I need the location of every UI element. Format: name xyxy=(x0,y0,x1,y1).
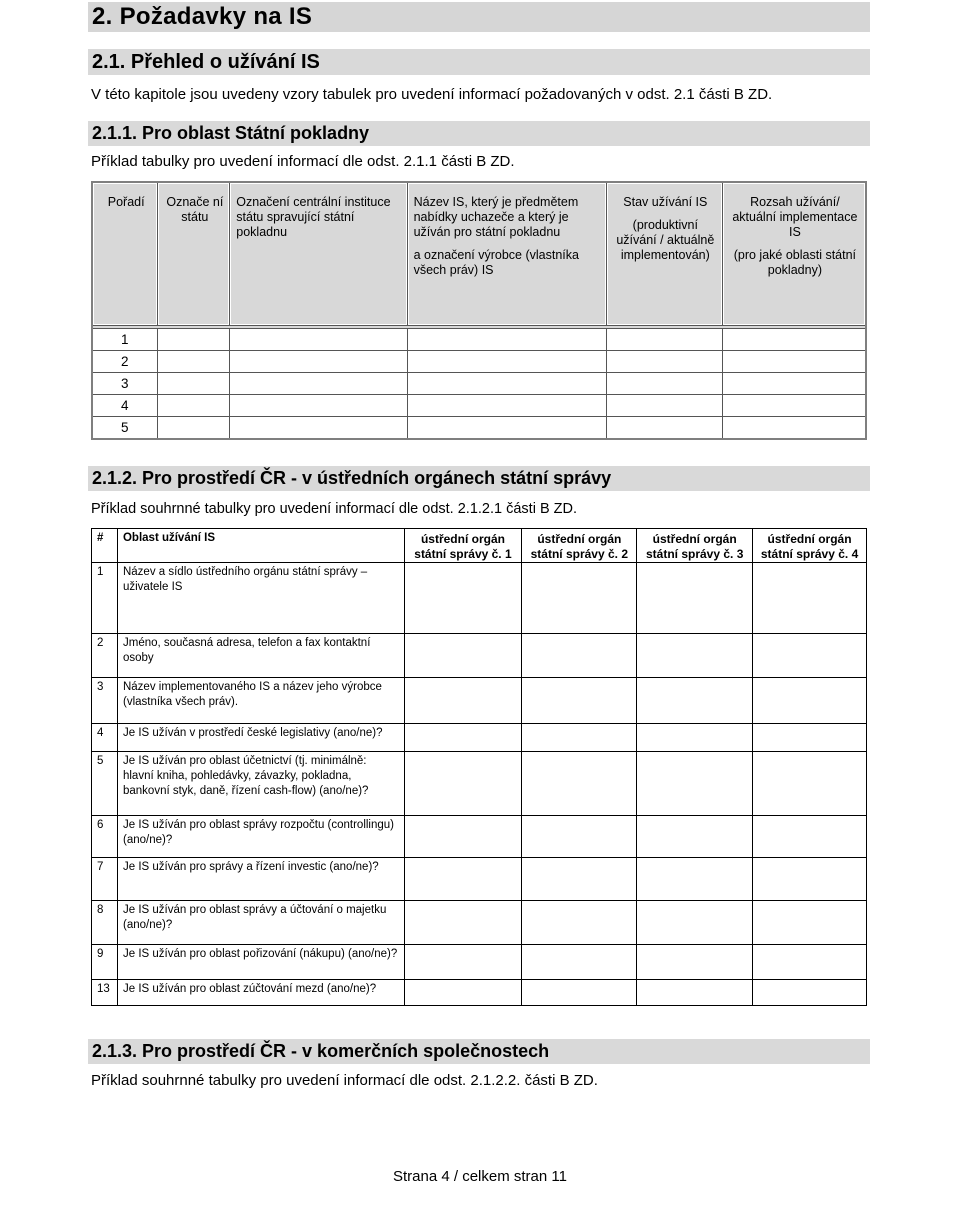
input-cell[interactable] xyxy=(637,724,753,752)
input-cell[interactable] xyxy=(722,351,866,373)
col-header-usage-state-detail: (produktivní užívání / aktuálně implementován) xyxy=(616,218,715,262)
table-row xyxy=(92,395,866,417)
row-number: 4 xyxy=(92,395,158,417)
col-header-usage-state xyxy=(606,182,722,326)
heading-section-2-1-2: 2.1.2. Pro prostředí ČR - v ústředních orgánech státní správy xyxy=(88,466,870,491)
input-cell[interactable] xyxy=(753,901,867,945)
input-cell[interactable] xyxy=(158,417,230,440)
table-row xyxy=(92,678,867,724)
row-number: 2 xyxy=(92,351,158,373)
col-header-usage-scope xyxy=(722,182,866,326)
heading-section-2-1-3: 2.1.3. Pro prostředí ČR - v komerčních společnostech xyxy=(88,1039,870,1064)
table-row xyxy=(92,752,867,816)
table-row xyxy=(92,945,867,980)
input-cell[interactable] xyxy=(407,373,606,395)
input-cell[interactable] xyxy=(753,945,867,980)
row-number: 1 xyxy=(92,563,118,634)
table-row xyxy=(92,724,867,752)
input-cell[interactable] xyxy=(637,901,753,945)
input-cell[interactable] xyxy=(522,634,637,678)
input-cell[interactable] xyxy=(753,678,867,724)
page-footer: Strana 4 / celkem stran 11 xyxy=(393,1168,567,1185)
row-label: Je IS užíván pro oblast pořizování (nákupu) (ano/ne)? xyxy=(117,945,404,980)
row-number: 3 xyxy=(92,678,118,724)
input-cell[interactable] xyxy=(637,678,753,724)
input-cell[interactable] xyxy=(230,373,407,395)
paragraph-2-1-1: Příklad tabulky pro uvedení informací dle odst. 2.1.1 části B ZD. xyxy=(91,153,515,170)
input-cell[interactable] xyxy=(753,634,867,678)
state-treasury-table xyxy=(91,181,867,440)
col-header-institution: Označení centrální instituce státu spravující státní pokladnu xyxy=(230,182,407,326)
table-row xyxy=(92,634,867,678)
col-header-usage-state-main: Stav užívání IS xyxy=(623,195,708,209)
row-label: Je IS užíván pro oblast správy rozpočtu (controllingu) (ano/ne)? xyxy=(117,816,404,858)
row-label: Je IS užíván pro oblast účetnictví (tj. minimálně: hlavní kniha, pohledávky, závazky, pokladna, bankovní styk, daně, řízení cash-flow) (ano/ne)? xyxy=(117,752,404,816)
input-cell[interactable] xyxy=(637,816,753,858)
input-cell[interactable] xyxy=(230,329,407,351)
row-number: 4 xyxy=(92,724,118,752)
table-row xyxy=(92,901,867,945)
col-header-state: Označe ní státu xyxy=(158,182,230,326)
row-number: 6 xyxy=(92,816,118,858)
row-number: 9 xyxy=(92,945,118,980)
input-cell[interactable] xyxy=(522,816,637,858)
input-cell[interactable] xyxy=(637,980,753,1006)
row-label: Název a sídlo ústředního orgánu státní správy – uživatele IS xyxy=(117,563,404,634)
input-cell[interactable] xyxy=(404,678,522,724)
input-cell[interactable] xyxy=(407,395,606,417)
input-cell[interactable] xyxy=(753,563,867,634)
row-number: 1 xyxy=(92,329,158,351)
input-cell[interactable] xyxy=(722,417,866,440)
input-cell[interactable] xyxy=(522,858,637,901)
input-cell[interactable] xyxy=(522,752,637,816)
input-cell[interactable] xyxy=(404,724,522,752)
input-cell[interactable] xyxy=(404,816,522,858)
input-cell[interactable] xyxy=(404,563,522,634)
col-header-authority-2: ústřední orgán státní správy č. 2 xyxy=(522,529,637,563)
input-cell[interactable] xyxy=(404,634,522,678)
input-cell[interactable] xyxy=(522,901,637,945)
col-header-order: Pořadí xyxy=(92,182,158,326)
input-cell[interactable] xyxy=(606,329,722,351)
input-cell[interactable] xyxy=(404,945,522,980)
col-header-usage-scope-main: Rozsah užívání/ aktuální implementace IS xyxy=(732,195,858,239)
table-row xyxy=(92,563,867,634)
col-header-usage-scope-detail: (pro jaké oblasti státní pokladny) xyxy=(733,248,857,277)
col-header-number: # xyxy=(92,529,118,563)
input-cell[interactable] xyxy=(522,563,637,634)
input-cell[interactable] xyxy=(404,752,522,816)
input-cell[interactable] xyxy=(522,945,637,980)
col-header-is-name-vendor: a označení výrobce (vlastníka všech práv) IS xyxy=(413,248,579,277)
input-cell[interactable] xyxy=(722,329,866,351)
row-label: Název implementovaného IS a název jeho výrobce (vlastníka všech práv). xyxy=(117,678,404,724)
intro-paragraph: V této kapitole jsou uvedeny vzory tabulek pro uvedení informací požadovaných v odst. 2.1 části B ZD. xyxy=(91,86,773,103)
row-label: Je IS užíván pro oblast zúčtování mezd (ano/ne)? xyxy=(117,980,404,1006)
row-number: 5 xyxy=(92,417,158,440)
col-header-area: Oblast užívání IS xyxy=(117,529,404,563)
input-cell[interactable] xyxy=(753,724,867,752)
input-cell[interactable] xyxy=(522,980,637,1006)
table-row xyxy=(92,417,866,440)
input-cell[interactable] xyxy=(606,395,722,417)
row-label: Je IS užíván v prostředí české legislativy (ano/ne)? xyxy=(117,724,404,752)
col-header-is-name xyxy=(407,182,606,326)
table-row xyxy=(92,858,867,901)
input-cell[interactable] xyxy=(407,351,606,373)
input-cell[interactable] xyxy=(637,858,753,901)
input-cell[interactable] xyxy=(722,373,866,395)
col-header-authority-1: ústřední orgán státní správy č. 1 xyxy=(404,529,522,563)
input-cell[interactable] xyxy=(158,351,230,373)
table-row xyxy=(92,329,866,351)
input-cell[interactable] xyxy=(522,678,637,724)
col-header-authority-3: ústřední orgán státní správy č. 3 xyxy=(637,529,753,563)
input-cell[interactable] xyxy=(404,901,522,945)
input-cell[interactable] xyxy=(637,945,753,980)
input-cell[interactable] xyxy=(606,373,722,395)
table-row xyxy=(92,351,866,373)
input-cell[interactable] xyxy=(404,980,522,1006)
col-header-authority-4: ústřední orgán státní správy č. 4 xyxy=(753,529,867,563)
table-row xyxy=(92,980,867,1006)
heading-section-2-1-1: 2.1.1. Pro oblast Státní pokladny xyxy=(88,121,870,146)
central-authorities-table xyxy=(91,528,867,1006)
input-cell[interactable] xyxy=(606,351,722,373)
row-number: 13 xyxy=(92,980,118,1006)
input-cell[interactable] xyxy=(230,417,407,440)
input-cell[interactable] xyxy=(230,351,407,373)
input-cell[interactable] xyxy=(753,858,867,901)
row-number: 2 xyxy=(92,634,118,678)
input-cell[interactable] xyxy=(753,752,867,816)
col-header-is-name-main: Název IS, který je předmětem nabídky uchazeče a který je užíván pro státní pokladnu xyxy=(413,195,579,239)
input-cell[interactable] xyxy=(637,752,753,816)
input-cell[interactable] xyxy=(637,563,753,634)
heading-section-2: 2. Požadavky na IS xyxy=(88,2,870,32)
input-cell[interactable] xyxy=(722,395,866,417)
row-label: Je IS užíván pro oblast správy a účtování o majetku (ano/ne)? xyxy=(117,901,404,945)
input-cell[interactable] xyxy=(606,417,722,440)
row-label: Jméno, současná adresa, telefon a fax kontaktní osoby xyxy=(117,634,404,678)
row-number: 7 xyxy=(92,858,118,901)
input-cell[interactable] xyxy=(753,816,867,858)
input-cell[interactable] xyxy=(753,980,867,1006)
input-cell[interactable] xyxy=(158,373,230,395)
row-label: Je IS užíván pro správy a řízení investic (ano/ne)? xyxy=(117,858,404,901)
input-cell[interactable] xyxy=(158,395,230,417)
row-number: 3 xyxy=(92,373,158,395)
row-number: 5 xyxy=(92,752,118,816)
row-number: 8 xyxy=(92,901,118,945)
input-cell[interactable] xyxy=(407,329,606,351)
input-cell[interactable] xyxy=(522,724,637,752)
input-cell[interactable] xyxy=(407,417,606,440)
table-row xyxy=(92,816,867,858)
input-cell[interactable] xyxy=(230,395,407,417)
heading-section-2-1: 2.1. Přehled o užívání IS xyxy=(88,49,870,75)
paragraph-2-1-2: Příklad souhrnné tabulky pro uvedení informací dle odst. 2.1.2.1 části B ZD. xyxy=(91,501,578,517)
input-cell[interactable] xyxy=(637,634,753,678)
input-cell[interactable] xyxy=(158,329,230,351)
paragraph-2-1-3: Příklad souhrnné tabulky pro uvedení informací dle odst. 2.1.2.2. části B ZD. xyxy=(91,1072,598,1089)
table-row xyxy=(92,373,866,395)
input-cell[interactable] xyxy=(404,858,522,901)
